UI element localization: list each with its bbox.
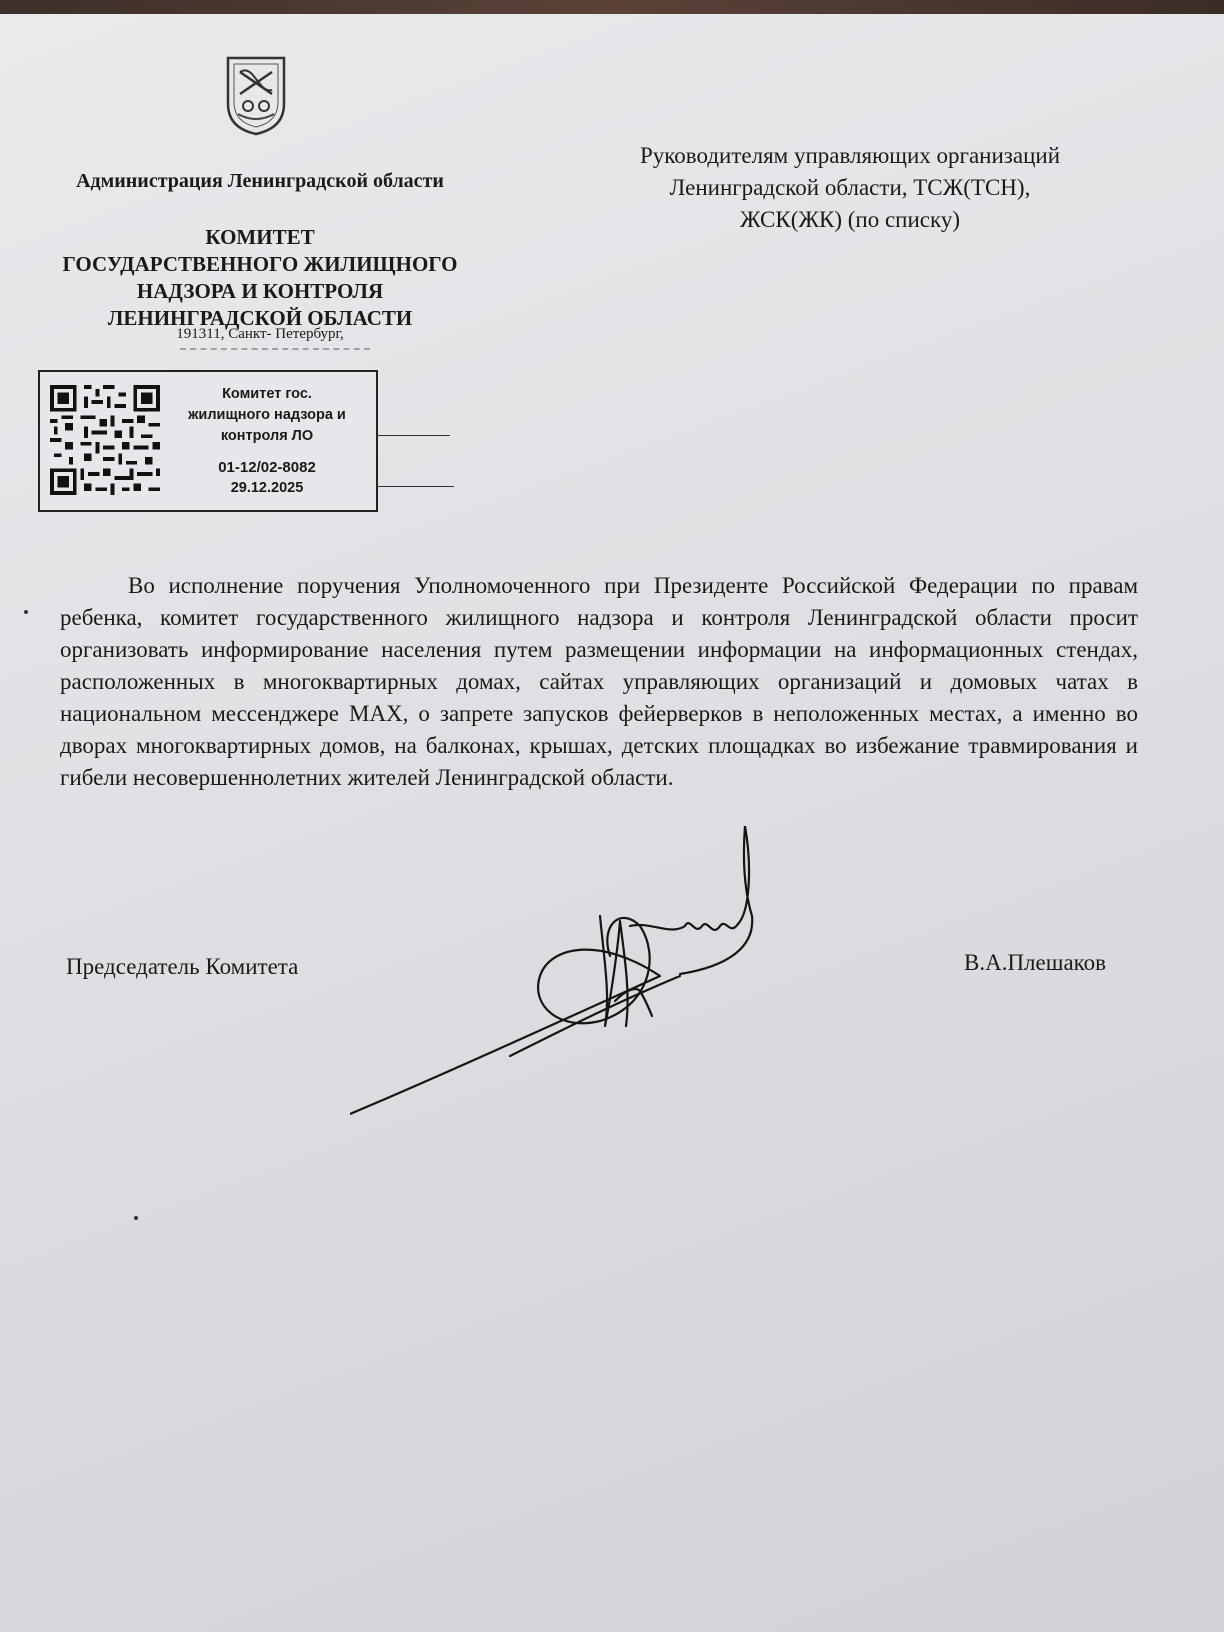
letter-page xyxy=(0,14,1224,1632)
stamp-line: Комитет гос. xyxy=(222,386,312,402)
qr-code xyxy=(50,384,160,496)
registration-stamp xyxy=(38,370,378,512)
recipient-line: Ленинградской области, ТСЖ(ТСН), xyxy=(669,175,1031,200)
committee-line: НАДЗОРА И КОНТРОЛЯ xyxy=(136,279,384,303)
committee-line: ЛЕНИНГРАДСКОЙ ОБЛАСТИ xyxy=(107,306,413,330)
stamp-leader-line xyxy=(376,435,450,436)
coat-of-arms-emblem xyxy=(224,54,288,138)
paper-speck xyxy=(134,1216,138,1220)
recipient-line: Руководителям управляющих организаций xyxy=(639,143,1061,168)
signer-role: Председатель Комитета xyxy=(66,954,299,979)
committee-line: ГОСУДАРСТВЕННОГО ЖИЛИЩНОГО xyxy=(62,252,458,276)
letter-body-paragraph: Во исполнение поручения Уполномоченного при Президенте Российской Федерации по правам ребенка, комитет государственного жилищного надзора и контроля Ленинградской области просит организовать информирование населения путем размещении информации на информационных стендах, расположенных в многоквартирных домах, сайтах управляющих организаций и домовых чатах в национальном мессенджере МАХ, о запрете запусков фейерверков в неположенных местах, а именно во дворах многоквартирных домов, на балконах, крышах, детских площадках во избежание травмирования и гибели несовершеннолетних жителей Ленинградской области. xyxy=(60,573,1138,790)
registration-number: 01-12/02-8082 xyxy=(218,459,316,476)
handwritten-signature xyxy=(350,826,790,1126)
committee-name xyxy=(30,224,490,332)
stamp-line: контроля ЛО xyxy=(220,428,314,444)
recipient-block xyxy=(570,140,1130,236)
stamp-line: жилищного надзора и xyxy=(188,407,346,423)
administration-name: Администрация Ленинградской области xyxy=(76,170,444,192)
committee-line: КОМИТЕТ xyxy=(205,225,315,249)
stamp-leader-line xyxy=(376,486,454,487)
signer-name: В.А.Плешаков xyxy=(964,950,1107,975)
recipient-line: ЖСК(ЖК) (по списку) xyxy=(740,207,960,232)
stamp-text xyxy=(162,384,372,499)
obscured-address-line xyxy=(180,348,370,356)
registration-date: 29.12.2025 xyxy=(230,480,304,496)
paper-speck xyxy=(24,610,28,614)
committee-address: 191311, Санкт- Петербург, xyxy=(176,326,344,342)
